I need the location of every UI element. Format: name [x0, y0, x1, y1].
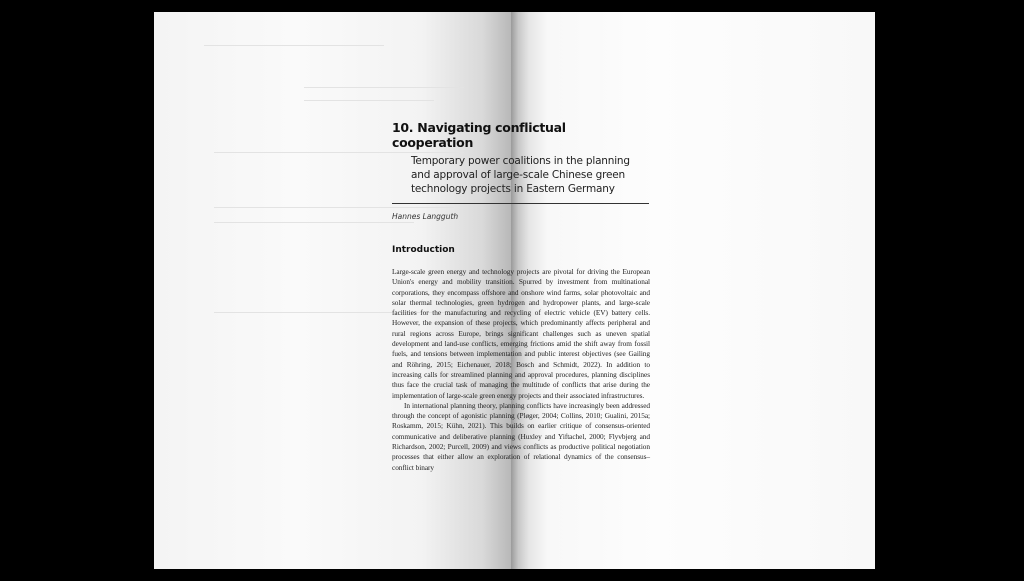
paragraph-1: Large-scale green energy and technology projects are pivotal for driving the European Union's energy and mobility transition. Spurred by investment from multinational corporations, they encompass offshore and onshore wind farms, solar photovoltaic and solar thermal technologies, green hydrogen and hydropower plants, and large-scale facilities for the manufacturing and recycling of electric vehicle (EV) battery cells. However, the expansion of these projects, which predominantly affects peripheral and rural regions across Europe, brings significant challenges such as uneven spatial development and land-use conflicts, emerging frictions amid the shift away from fossil fuels, and tensions between implementation and public interest objectives (see Gailing and Röhring, 2015; Eichenauer, 2018; Bosch and Schmidt, 2022). In addition to increasing calls for streamlined planning and approval procedures, planning disciplines thus face the crucial task of managing the multitude of conflicts that arise during the implementation of large-scale green energy projects and their associated infrastructures.	[392, 267, 650, 400]
chapter-content	[392, 120, 650, 473]
author-name: Hannes Langguth	[392, 212, 459, 221]
section-heading: Introduction	[392, 245, 455, 255]
chapter-title: 10. Navigating conflictual cooperation	[392, 120, 566, 150]
chapter-subtitle: Temporary power coalitions in the planning and approval of large-scale Chinese green technology projects in Eastern Germany	[411, 155, 630, 195]
paragraph-2: In international planning theory, planning conflicts have increasingly been addressed through the concept of agonistic planning (Pløger, 2004; Collins, 2010; Gualini, 2015a; Roskamm, 2015; Kühn, 2021). This builds on earlier critique of consensus-oriented communicative and deliberative planning (Huxley and Yiftachel, 2000; Flyvbjerg and Richardson, 2002; Purcell, 2009) and views conflicts as productive political negotiation processes that either allow an exploration of relational dynamics of the consensus–conflict binary	[392, 400, 650, 472]
title-rule	[392, 203, 649, 204]
